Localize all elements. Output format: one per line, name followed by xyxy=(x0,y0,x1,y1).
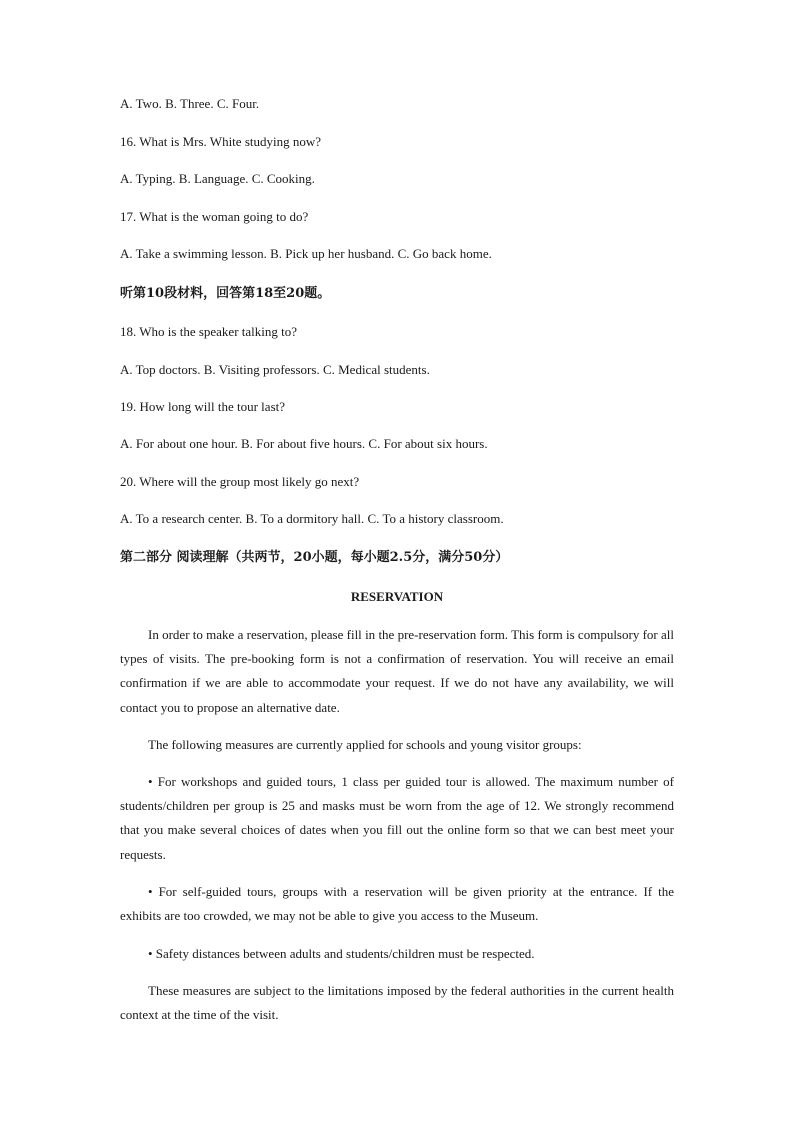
q19-options: A. For about one hour. B. For about five hours. C. For about six hours. xyxy=(120,436,488,451)
passage-paragraph-6: These measures are subject to the limitations imposed by the federal authorities in the current health context at the time of the visit. xyxy=(120,983,674,1023)
passage-paragraph-3: • For workshops and guided tours, 1 class per guided tour is allowed. The maximum number of students/children per group is 25 and masks must be worn from the age of 12. We strongly recommend that you make several choices of dates when you fill out the online form so that we can best meet your requests. xyxy=(120,774,674,862)
q20-options: A. To a research center. B. To a dormitory hall. C. To a history classroom. xyxy=(120,511,504,526)
section-10-instruction: 听第10段材料，回答第18至20题。 xyxy=(120,286,331,301)
passage-title: RESERVATION xyxy=(350,589,444,604)
q15-options: A. Two. B. Three. C. Four. xyxy=(120,96,260,111)
q20-question: 20. Where will the group most likely go next? xyxy=(120,474,360,489)
q19-question: 19. How long will the tour last? xyxy=(120,399,286,414)
passage-paragraph-1: In order to make a reservation, please fill in the pre-reservation form. This form is compulsory for all types of visits. The pre-booking form is not a confirmation of reservation. You will receive an email confirmation if we are able to accommodate your request. If we do not have any availability, we will contact you to propose an alternative date. xyxy=(120,627,674,715)
q18-question: 18. Who is the speaker talking to? xyxy=(120,324,298,339)
q16-options: A. Typing. B. Language. C. Cooking. xyxy=(120,171,315,186)
passage-paragraph-2: The following measures are currently applied for schools and young visitor groups: xyxy=(148,737,582,752)
q17-question: 17. What is the woman going to do? xyxy=(120,209,309,224)
passage-paragraph-5: • Safety distances between adults and students/children must be respected. xyxy=(148,946,535,961)
q16-question: 16. What is Mrs. White studying now? xyxy=(120,134,322,149)
q17-options: A. Take a swimming lesson. B. Pick up her husband. C. Go back home. xyxy=(120,246,492,261)
passage-paragraph-4: • For self-guided tours, groups with a reservation will be given priority at the entrance. If the exhibits are too crowded, we may not be able to give you access to the Museum. xyxy=(120,884,674,924)
q18-options: A. Top doctors. B. Visiting professors. C. Medical students. xyxy=(120,362,430,377)
part2-heading: 第二部分 阅读理解（共两节，20小题，每小题2.5分，满分50分） xyxy=(120,550,509,565)
